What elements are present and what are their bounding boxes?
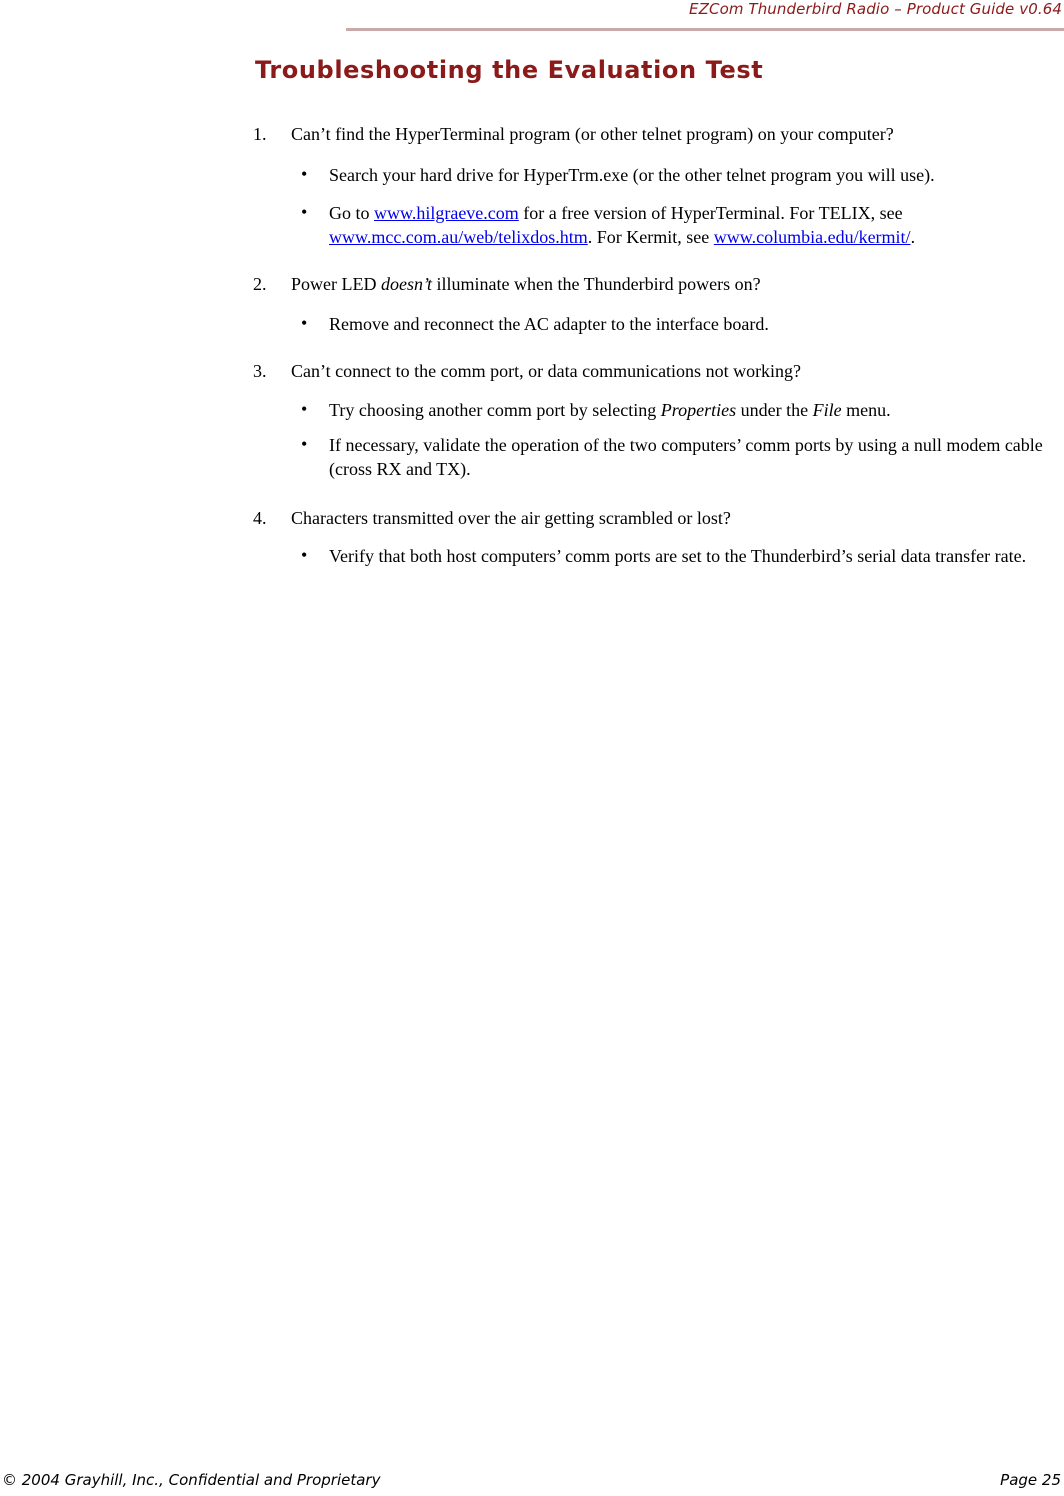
bullet-emphasis: File bbox=[812, 400, 842, 420]
bullet-text-segment: for a free version of HyperTerminal. For TELIX, see bbox=[518, 203, 903, 223]
bullet-glyph: • bbox=[301, 399, 308, 419]
header-title: EZCom Thunderbird Radio – Product Guide v0.64 bbox=[689, 0, 1062, 18]
item-number: 4. bbox=[253, 508, 267, 528]
question-segment: Power LED bbox=[291, 274, 381, 294]
bullet-text-segment: . For Kermit, see bbox=[587, 227, 714, 247]
header-rule bbox=[346, 28, 1064, 31]
item-question: Can’t connect to the comm port, or data communications not working? bbox=[291, 361, 802, 381]
footer-page-number: Page 25 bbox=[1000, 1471, 1061, 1489]
footer-copyright: © 2004 Grayhill, Inc., Confidential and Proprietary bbox=[2, 1471, 381, 1489]
bullet-glyph: • bbox=[301, 164, 308, 184]
item-question: Can’t find the HyperTerminal program (or other telnet program) on your computer? bbox=[291, 124, 894, 144]
item-question bbox=[291, 273, 761, 295]
bullet-text: Verify that both host computers’ comm ports are set to the Thunderbird’s serial data transfer rate. bbox=[329, 546, 1027, 566]
bullet-text-segment: . bbox=[910, 227, 916, 247]
bullet-glyph: • bbox=[301, 202, 308, 222]
bullet-text: If necessary, validate the operation of the two computers’ comm ports by using a null modem cable (cross RX and TX). bbox=[329, 435, 1043, 479]
bullet-text bbox=[329, 398, 1049, 422]
item-question: Characters transmitted over the air getting scrambled or lost? bbox=[291, 508, 731, 528]
bullet-text-segment: under the bbox=[736, 400, 813, 420]
telix-link[interactable]: www.mcc.com.au/web/telixdos.htm bbox=[329, 227, 588, 247]
bullet-text-segment: menu. bbox=[841, 400, 891, 420]
bullet-glyph: • bbox=[301, 313, 308, 333]
section-title: Troubleshooting the Evaluation Test bbox=[255, 56, 764, 84]
bullet-text-segment: Go to bbox=[329, 203, 374, 223]
bullet-text bbox=[329, 201, 1049, 249]
kermit-link[interactable]: www.columbia.edu/kermit/ bbox=[713, 227, 911, 247]
bullet-text: Remove and reconnect the AC adapter to the interface board. bbox=[329, 314, 769, 334]
bullet-glyph: • bbox=[301, 545, 308, 565]
bullet-emphasis: Properties bbox=[660, 400, 737, 420]
bullet-glyph: • bbox=[301, 434, 308, 454]
bullet-text: Search your hard drive for HyperTrm.exe (or the other telnet program you will use). bbox=[329, 165, 935, 185]
item-number: 2. bbox=[253, 274, 267, 294]
item-number: 1. bbox=[253, 124, 267, 144]
item-number: 3. bbox=[253, 361, 267, 381]
bullet-text-segment: Try choosing another comm port by selecting bbox=[329, 400, 661, 420]
question-emphasis: doesn’t bbox=[380, 274, 432, 294]
hilgraeve-link[interactable]: www.hilgraeve.com bbox=[374, 203, 519, 223]
question-segment: illuminate when the Thunderbird powers on? bbox=[431, 274, 761, 294]
